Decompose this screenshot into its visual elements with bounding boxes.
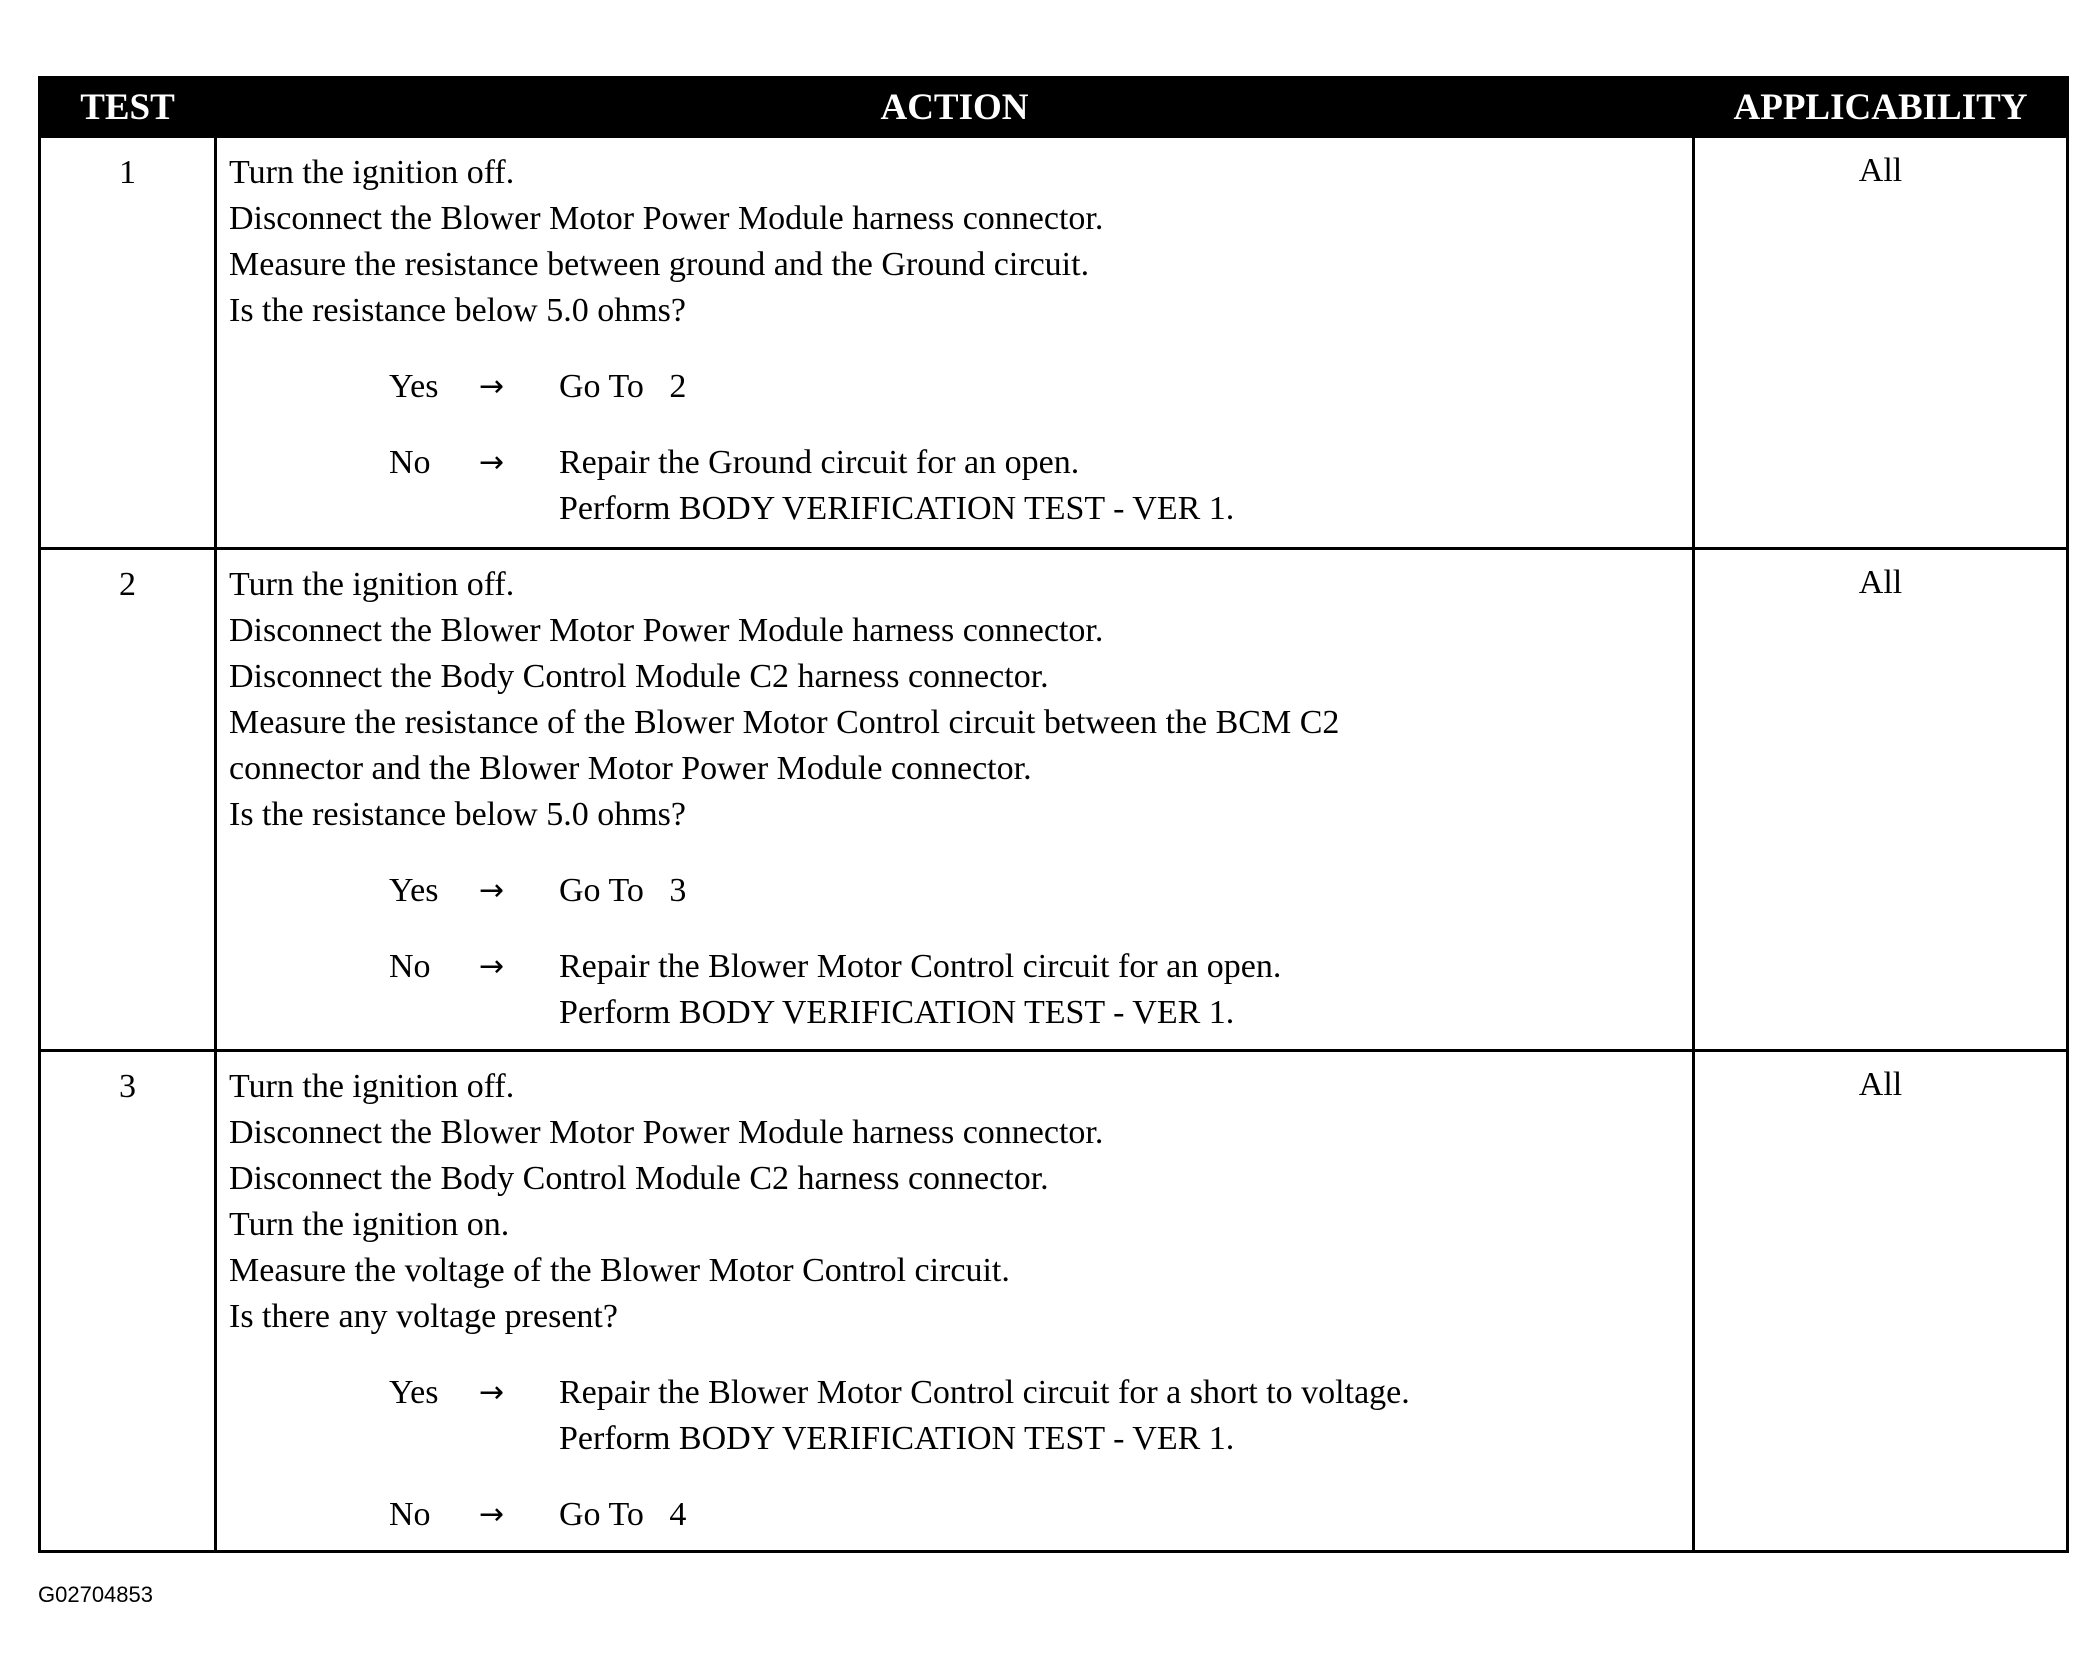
action-step: Disconnect the Body Control Module C2 harness connector. [229, 1160, 1049, 1197]
outcome-line: Go To 2 [559, 368, 687, 405]
action-step: Disconnect the Body Control Module C2 harness connector. [229, 658, 1049, 695]
answer-label: No [389, 1496, 431, 1533]
outcome-line: Repair the Blower Motor Control circuit for a short to voltage. [559, 1374, 1410, 1411]
outcome-line: Go To 3 [559, 872, 687, 909]
action-step: Disconnect the Blower Motor Power Module harness connector. [229, 1114, 1104, 1151]
header-action: ACTION [216, 78, 1694, 137]
answer-label: Yes [389, 1374, 439, 1411]
outcome [559, 440, 1234, 532]
action-step: Measure the resistance between ground and the Ground circuit. [229, 246, 1090, 283]
outcome-line: Perform BODY VERIFICATION TEST - VER 1. [559, 994, 1235, 1031]
arrow-right-icon: → [479, 445, 505, 480]
outcome-line: Go To 4 [559, 1496, 687, 1533]
action-cell [216, 137, 1694, 549]
action-step: Disconnect the Blower Motor Power Module harness connector. [229, 200, 1104, 237]
header-test: TEST [40, 78, 216, 137]
action-step: Turn the ignition off. [229, 154, 515, 191]
outcome-line: Repair the Blower Motor Control circuit for an open. [559, 948, 1282, 985]
action-step: Is the resistance below 5.0 ohms? [229, 796, 686, 833]
action-step: connector and the Blower Motor Power Module connector. [229, 750, 1032, 787]
arrow-right-icon: → [479, 949, 505, 984]
table-row [40, 137, 2068, 549]
action-step: Is the resistance below 5.0 ohms? [229, 292, 686, 329]
answer-label: No [389, 444, 431, 481]
outcome [559, 1370, 1410, 1462]
result-yes [389, 868, 1692, 914]
action-step: Turn the ignition off. [229, 1068, 515, 1105]
outcome-line: Repair the Ground circuit for an open. [559, 444, 1080, 481]
test-number: 2 [40, 549, 216, 1051]
outcome [559, 944, 1281, 1036]
applicability-cell: All [1694, 549, 2068, 1051]
arrow-right-icon: → [479, 873, 505, 908]
outcome-line: Perform BODY VERIFICATION TEST - VER 1. [559, 1420, 1235, 1457]
action-cell [216, 1051, 1694, 1552]
outcome-line: Perform BODY VERIFICATION TEST - VER 1. [559, 490, 1235, 527]
answer-label: Yes [389, 872, 439, 909]
action-step: Is there any voltage present? [229, 1298, 618, 1335]
table-row [40, 1051, 2068, 1552]
action-step: Measure the resistance of the Blower Motor Control circuit between the BCM C2 [229, 704, 1340, 741]
result-yes [389, 1370, 1692, 1462]
action-step: Turn the ignition on. [229, 1206, 510, 1243]
answer-label: No [389, 948, 431, 985]
applicability-cell: All [1694, 1051, 2068, 1552]
result-no [389, 944, 1692, 1036]
answer-label: Yes [389, 368, 439, 405]
test-number: 1 [40, 137, 216, 549]
table-row [40, 549, 2068, 1051]
outcome [559, 868, 686, 914]
table-body [40, 137, 2068, 1552]
action-step: Turn the ignition off. [229, 566, 515, 603]
diagnostic-test-table [38, 76, 2069, 1553]
result-yes [389, 364, 1692, 410]
test-number: 3 [40, 1051, 216, 1552]
header-applicability: APPLICABILITY [1694, 78, 2068, 137]
action-step: Disconnect the Blower Motor Power Module harness connector. [229, 612, 1104, 649]
action-cell [216, 549, 1694, 1051]
arrow-right-icon: → [479, 1497, 505, 1532]
action-step: Measure the voltage of the Blower Motor Control circuit. [229, 1252, 1010, 1289]
result-no [389, 1492, 1692, 1538]
outcome [559, 364, 686, 410]
table-header-row [40, 78, 2068, 137]
applicability-cell: All [1694, 137, 2068, 549]
outcome [559, 1492, 686, 1538]
result-no [389, 440, 1692, 532]
figure-id: G02704853 [38, 1582, 153, 1607]
diagnostic-table-container [38, 76, 2066, 1553]
arrow-right-icon: → [479, 1375, 505, 1410]
arrow-right-icon: → [479, 369, 505, 404]
